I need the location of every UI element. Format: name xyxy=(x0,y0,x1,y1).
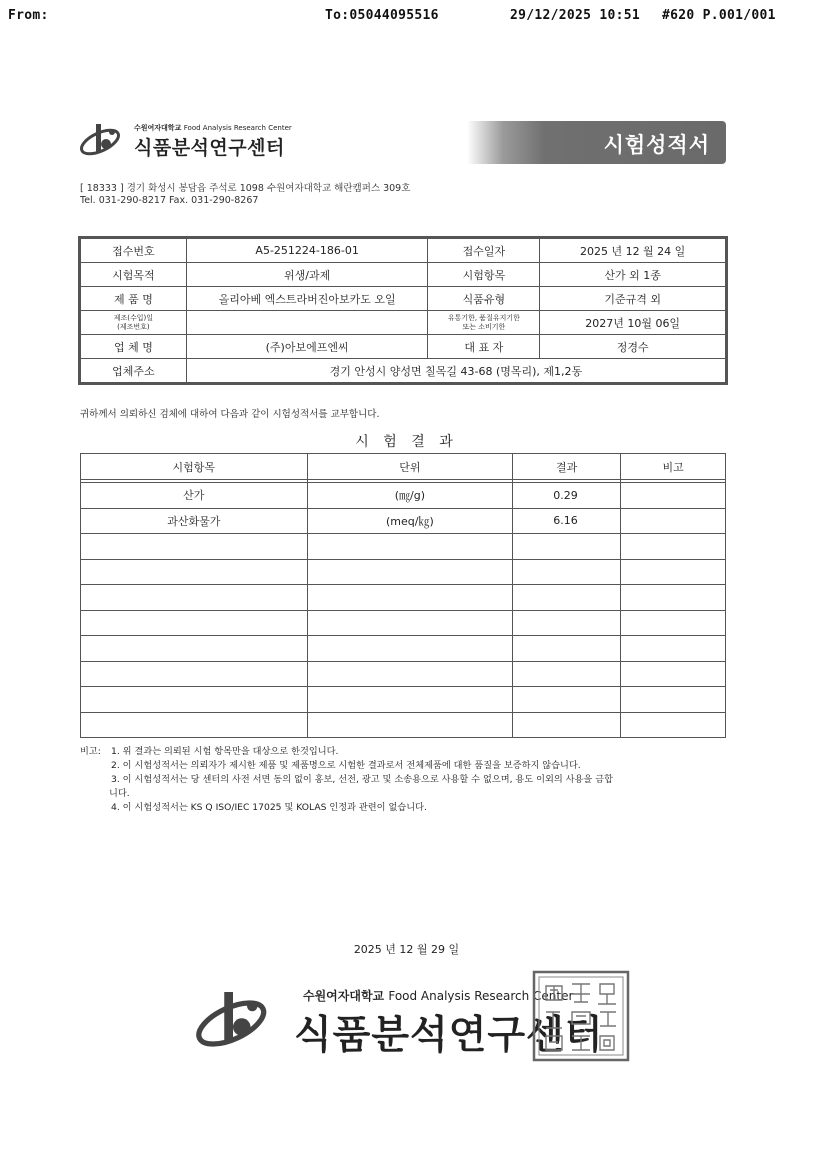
purpose-label: 시험목적 xyxy=(81,263,187,287)
table-row xyxy=(81,534,726,560)
table-row xyxy=(81,687,726,713)
result-unit: (meq/㎏) xyxy=(307,508,513,534)
mfg-date-label: 제조(수입)일 (제조번호) xyxy=(81,311,187,335)
table-row xyxy=(81,661,726,687)
test-items: 산가 외 1종 xyxy=(540,263,726,287)
table-row xyxy=(81,636,726,662)
table-row xyxy=(81,263,726,287)
result-remark xyxy=(621,508,726,534)
report-title-banner xyxy=(467,121,726,164)
center-logo-large-name: 식품분석연구센터 xyxy=(294,1013,604,1058)
result-item: 과산화물가 xyxy=(81,508,308,534)
center-logo xyxy=(78,120,298,162)
ceo-name: 정경수 xyxy=(540,335,726,359)
result-unit: (㎎/g) xyxy=(307,483,513,509)
company-address: 경기 안성시 양성면 칠목길 43-68 (명목리), 제1,2동 xyxy=(186,359,725,383)
product-label: 제 품 명 xyxy=(81,287,187,311)
table-row xyxy=(81,483,726,509)
fax-page: #620 P.001/001 xyxy=(662,8,776,23)
table-row xyxy=(81,311,726,335)
header-result: 결과 xyxy=(513,454,621,480)
report-title: 시험성적서 xyxy=(603,133,710,157)
company-name: (주)아보에프엔씨 xyxy=(186,335,428,359)
center-contact: Tel. 031-290-8217 Fax. 031-290-8267 xyxy=(80,195,259,206)
note-item: 1. 위 결과는 의뢰된 시험 항목만을 대상으로 한것입니다. xyxy=(111,746,339,757)
table-row xyxy=(81,239,726,263)
company-address-label: 업체주소 xyxy=(81,359,187,383)
header-remark: 비고 xyxy=(621,454,726,480)
table-row xyxy=(81,508,726,534)
note-item: 4. 이 시험성적서는 KS Q ISO/IEC 17025 및 KOLAS 인정과 관련이 없습니다. xyxy=(111,802,427,813)
ceo-label: 대 표 자 xyxy=(428,335,540,359)
receipt-info-table xyxy=(80,238,726,383)
center-logo-university: 수원여자대학교 Food Analysis Research Center xyxy=(134,124,292,132)
note-item: 3. 이 시험성적서는 당 센터의 사전 서면 동의 없이 홍보, 선전, 광고 및 소송용으로 사용할 수 없으며, 용도 이외의 사용을 금합 xyxy=(111,774,613,785)
issue-notice: 귀하께서 의뢰하신 검체에 대하여 다음과 같이 시험성적서를 교부합니다. xyxy=(80,409,380,420)
fax-datetime: 29/12/2025 10:51 xyxy=(510,8,641,23)
table-row xyxy=(81,335,726,359)
receipt-date: 2025 년 12 월 24 일 xyxy=(540,239,726,263)
result-item: 산가 xyxy=(81,483,308,509)
fax-to: To:05044095516 xyxy=(325,8,439,23)
results-table xyxy=(80,453,726,738)
table-row xyxy=(81,585,726,611)
fax-from: From: xyxy=(8,8,49,23)
note-item: 2. 이 시험성적서는 의뢰자가 제시한 제품 및 제품명으로 시험한 결과로서 전체제품에 대한 품질을 보증하지 않습니다. xyxy=(111,760,581,771)
expiry-date: 2027년 10월 06일 xyxy=(540,311,726,335)
test-items-label: 시험항목 xyxy=(428,263,540,287)
result-value: 0.29 xyxy=(513,483,621,509)
result-remark xyxy=(621,483,726,509)
results-title: 시 험 결 과 xyxy=(355,434,458,450)
center-address: [ 18333 ] 경기 화성시 봉담읍 주석로 1098 수원여자대학교 해란캠퍼스 309호 xyxy=(80,183,411,194)
receipt-date-label: 접수일자 xyxy=(428,239,540,263)
issue-date: 2025 년 12 월 29 일 xyxy=(353,943,460,956)
center-logo-mark-icon xyxy=(78,120,132,160)
mfg-date xyxy=(186,311,428,335)
table-row xyxy=(81,359,726,383)
receipt-no: A5-251224-186-01 xyxy=(186,239,428,263)
company-label: 업 체 명 xyxy=(81,335,187,359)
note-item: 니다. xyxy=(109,788,130,799)
table-row xyxy=(81,610,726,636)
purpose: 위생/과제 xyxy=(186,263,428,287)
notes-label: 비고: xyxy=(80,746,101,757)
official-seal-stamp xyxy=(532,970,630,1062)
result-value: 6.16 xyxy=(513,508,621,534)
center-logo-large-university: 수원여자대학교 Food Analysis Research Center xyxy=(303,989,574,1003)
table-row xyxy=(81,287,726,311)
center-logo-name: 식품분석연구센터 xyxy=(134,137,285,159)
table-row xyxy=(81,712,726,738)
expiry-label: 유통기한, 품질유지기한 또는 소비기한 xyxy=(428,311,540,335)
center-logo-large-mark-icon xyxy=(190,985,290,1055)
receipt-no-label: 접수번호 xyxy=(81,239,187,263)
header-test-item: 시험항목 xyxy=(81,454,308,480)
food-type-label: 식품유형 xyxy=(428,287,540,311)
product-name: 올리아베 엑스트라버진아보카도 오일 xyxy=(186,287,428,311)
results-header-row xyxy=(81,454,726,480)
table-row xyxy=(81,559,726,585)
header-unit: 단위 xyxy=(307,454,513,480)
food-type: 기준규격 외 xyxy=(540,287,726,311)
